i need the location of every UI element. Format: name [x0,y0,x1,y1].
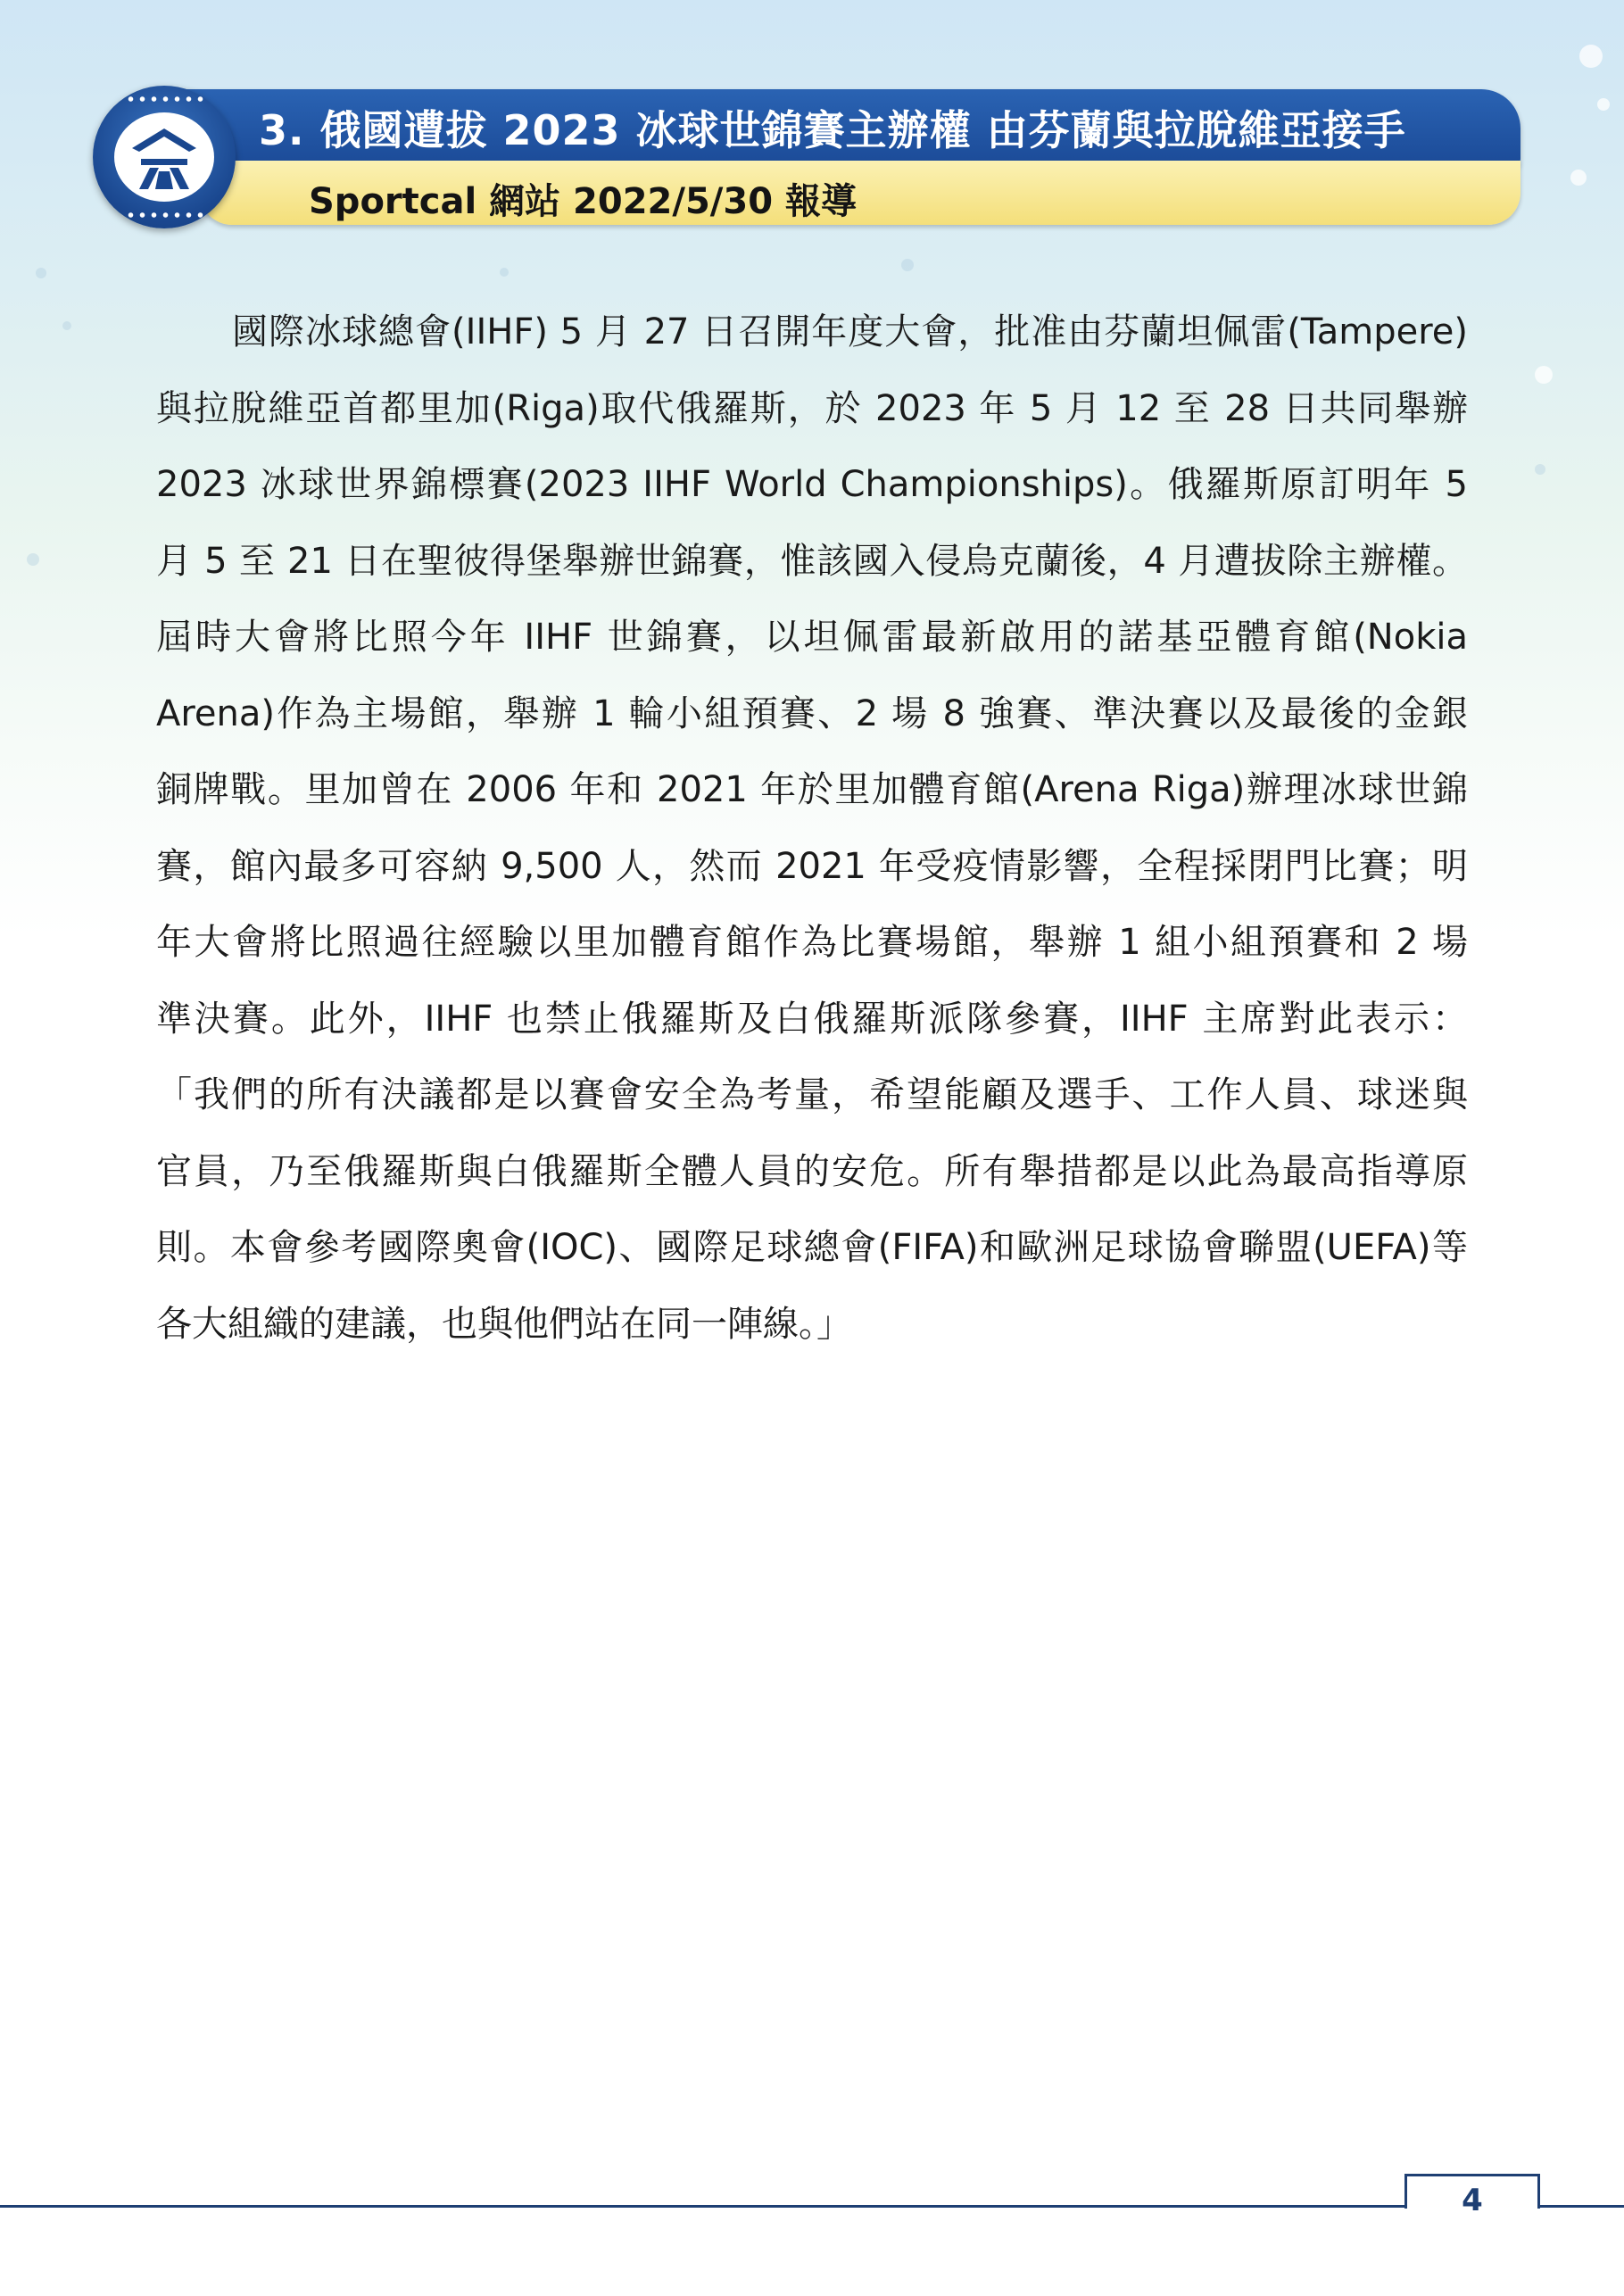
body-line: 與拉脫維亞首都里加(Riga)取代俄羅斯，於 2023 年 5 月 12 至 28 日共同舉辦 [156,387,1468,429]
decor-dot [62,321,71,330]
body-line: 「我們的所有決議都是以賽會安全為考量，希望能顧及選手、工作人員、球迷與 [156,1074,1468,1115]
decor-dot [500,268,509,277]
body-line: 2023 冰球世界錦標賽(2023 IIHF World Championships)。俄羅斯原訂明年 5 [156,464,1468,505]
logo-badge [93,86,236,228]
body-line: 屆時大會將比照今年 IIHF 世錦賽，以坦佩雷最新啟用的諾基亞體育館(Nokia [156,617,1468,658]
body-line: 月 5 至 21 日在聖彼得堡舉辦世錦賽，惟該國入侵烏克蘭後，4 月遭拔除主辦權。 [156,540,1468,582]
body-line: 年大會將比照過往經驗以里加體育館作為比賽場館，舉辦 1 組小組預賽和 2 場 [156,922,1468,963]
decor-dot [27,553,39,566]
section-header [93,86,1520,233]
body-line: 官員，乃至俄羅斯與白俄羅斯全體人員的安危。所有舉措都是以此為最高指導原 [156,1150,1468,1192]
body-line: 各大組織的建議，也與他們站在同一陣線。」 [156,1303,852,1345]
decor-dot [1535,464,1545,475]
decor-dot [1579,45,1603,68]
logo-dots-bottom [125,212,203,218]
decor-dot [901,259,914,271]
article-body [156,294,1468,1363]
body-line: Arena)作為主場館，舉辦 1 輪小組預賽、2 場 8 強賽、準決賽以及最後的金銀 [156,692,1468,734]
body-line: 準決賽。此外，IIHF 也禁止俄羅斯及白俄羅斯派隊參賽，IIHF 主席對此表示： [156,998,1468,1040]
body-line: 賽，館內最多可容納 9,500 人，然而 2021 年受疫情影響，全程採閉門比賽；明 [156,845,1468,887]
sports-logo-icon [114,112,214,202]
body-line: 則。本會參考國際奧會(IOC)、國際足球總會(FIFA)和歐洲足球協會聯盟(UEFA)等 [156,1227,1468,1268]
logo-inner [114,112,214,202]
decor-dot [1535,366,1553,384]
body-line: 國際冰球總會(IIHF) 5 月 27 日召開年度大會，批准由芬蘭坦佩雷(Tampere) [232,311,1468,352]
decor-dot [1570,170,1587,186]
decor-dot [1597,98,1610,111]
page-title: 3. 俄國遭拔 2023 冰球世錦賽主辦權 由芬蘭與拉脫維亞接手 [259,106,1406,154]
body-line: 銅牌戰。里加曾在 2006 年和 2021 年於里加體育館(Arena Riga)辦理冰球世錦 [156,769,1468,810]
page-number: 4 [1462,2183,1483,2218]
logo-dots-top [125,96,203,102]
footer-rule [0,2205,1624,2208]
page-subtitle: Sportcal 網站 2022/5/30 報導 [309,181,858,222]
decor-dot [36,268,46,278]
